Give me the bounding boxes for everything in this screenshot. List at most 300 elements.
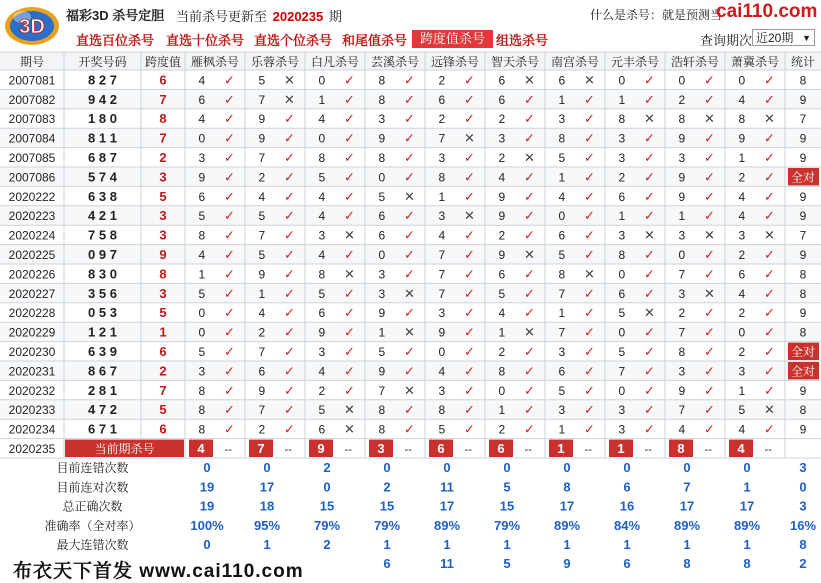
issue-cell: 2020234 — [8, 422, 56, 437]
kill-prediction: 4 — [498, 170, 506, 185]
check-icon: ✓ — [643, 188, 655, 204]
kill-prediction: 6 — [378, 228, 386, 243]
kill-prediction: 7 — [438, 131, 446, 146]
kill-prediction: 3 — [678, 151, 686, 165]
check-icon: ✓ — [703, 169, 715, 185]
check-icon: ✓ — [463, 91, 475, 107]
column-header: 远锋杀号 — [430, 55, 480, 69]
check-icon: ✓ — [643, 247, 655, 262]
column-header: 开奖号码 — [78, 55, 127, 69]
summary-value: 18 — [259, 498, 275, 514]
kill-prediction: 6 — [558, 364, 566, 379]
cross-icon: ✕ — [643, 227, 655, 243]
check-icon: ✓ — [763, 150, 775, 165]
kill-prediction: 4 — [198, 112, 206, 127]
kill-prediction: 5 — [258, 209, 266, 224]
cross-icon: ✕ — [463, 208, 475, 224]
span-value: 3 — [159, 285, 167, 301]
summary-value: 17 — [559, 498, 575, 514]
kill-prediction: 8 — [378, 92, 386, 107]
summary-label: 目前连对次数 — [56, 480, 129, 495]
kill-prediction: 2 — [498, 151, 506, 165]
summary-value: 1 — [743, 537, 751, 552]
check-icon: ✓ — [283, 208, 295, 224]
check-icon: ✓ — [223, 208, 235, 224]
summary-value: 0 — [683, 460, 691, 476]
check-icon: ✓ — [583, 324, 595, 340]
issue-cell: 2020232 — [8, 383, 56, 398]
issue-cell: 2020227 — [8, 286, 56, 301]
summary-value: 0 — [263, 460, 271, 476]
summary-value: 100% — [190, 517, 224, 533]
kill-prediction: 1 — [198, 267, 206, 282]
kill-prediction: 9 — [258, 131, 266, 146]
check-icon: ✓ — [583, 363, 595, 379]
kill-prediction: 6 — [618, 286, 626, 301]
span-value: 5 — [159, 188, 167, 204]
check-icon: ✓ — [223, 111, 235, 127]
issue-cell: 2020222 — [8, 189, 56, 204]
check-icon: ✓ — [703, 150, 715, 165]
check-icon: ✓ — [463, 169, 475, 185]
period-query-label: 查询期次 — [700, 33, 753, 48]
check-icon: ✓ — [703, 324, 715, 340]
kill-prediction: 5 — [198, 345, 206, 359]
check-icon: ✓ — [583, 344, 595, 359]
summary-value: 15 — [499, 498, 515, 514]
draw-number: 4 2 1 — [88, 208, 117, 224]
summary-value: 1 — [443, 537, 451, 552]
check-icon: ✓ — [403, 150, 415, 165]
check-icon: ✓ — [703, 91, 715, 107]
kill-prediction: 6 — [198, 189, 206, 204]
stat-value: 9 — [799, 209, 807, 224]
cross-icon: ✕ — [403, 285, 415, 301]
check-icon: ✓ — [523, 421, 535, 437]
stat-value: 7 — [799, 228, 807, 243]
summary-value: 79% — [493, 517, 521, 533]
summary-label: 准确率（全对率） — [44, 518, 141, 533]
check-icon: ✓ — [523, 285, 535, 301]
kill-prediction: 7 — [558, 286, 566, 301]
kill-prediction: 5 — [318, 170, 326, 185]
kill-prediction: 0 — [618, 73, 626, 88]
check-icon: ✓ — [223, 402, 235, 418]
kill-prediction: 2 — [498, 228, 506, 243]
span-value: 5 — [159, 305, 167, 321]
kill-prediction: 0 — [678, 248, 686, 262]
draw-number: 9 4 2 — [88, 91, 117, 107]
cross-icon: ✕ — [763, 111, 775, 127]
footer-credit — [13, 556, 304, 583]
column-header: 智天杀号 — [490, 55, 540, 69]
check-icon: ✓ — [283, 324, 295, 340]
kill-prediction: 0 — [558, 209, 566, 224]
current-kill-value: 3 — [377, 441, 385, 456]
kill-prediction: 5 — [258, 248, 266, 262]
check-icon: ✓ — [223, 130, 235, 146]
kill-prediction: 3 — [438, 209, 446, 224]
check-icon: ✓ — [763, 169, 775, 185]
kill-prediction: 7 — [618, 364, 626, 379]
kill-prediction: 3 — [678, 286, 686, 301]
cross-icon: ✕ — [403, 382, 415, 398]
kill-prediction: 7 — [438, 267, 446, 282]
all-correct-label: 全对 — [790, 345, 816, 359]
span-value: 2 — [159, 363, 167, 379]
kill-prediction: 1 — [558, 170, 566, 185]
summary-value: 9 — [563, 556, 571, 572]
check-icon: ✓ — [283, 150, 295, 165]
summary-value: 6 — [623, 556, 631, 572]
check-icon: ✓ — [643, 382, 655, 398]
check-icon: ✓ — [643, 91, 655, 107]
kill-prediction: 7 — [558, 325, 566, 340]
kill-prediction: 3 — [618, 228, 626, 243]
kill-prediction: 5 — [558, 383, 566, 398]
check-icon: ✓ — [463, 363, 475, 379]
kill-prediction: 1 — [558, 306, 566, 321]
pending-dash: -- — [464, 444, 472, 456]
kill-prediction: 5 — [558, 248, 566, 262]
column-header: 南宫杀号 — [550, 55, 600, 69]
check-icon: ✓ — [223, 344, 235, 359]
header — [0, 0, 821, 52]
check-icon: ✓ — [703, 363, 715, 379]
draw-number: 8 3 0 — [88, 266, 117, 282]
check-icon: ✓ — [343, 188, 355, 204]
kill-prediction: 4 — [258, 189, 266, 204]
footer-url[interactable]: www.cai110.com — [139, 561, 304, 582]
kill-prediction: 3 — [558, 345, 566, 359]
check-icon: ✓ — [763, 72, 775, 88]
kill-prediction: 8 — [738, 112, 746, 127]
cross-icon: ✕ — [343, 402, 355, 418]
pending-dash: -- — [584, 444, 592, 456]
cross-icon: ✕ — [343, 266, 355, 282]
check-icon: ✓ — [523, 402, 535, 418]
check-icon: ✓ — [223, 305, 235, 321]
nav-hundreds[interactable]: 直选百位杀号 — [76, 33, 155, 48]
check-icon: ✓ — [343, 363, 355, 379]
summary-value: 0 — [743, 460, 751, 476]
check-icon: ✓ — [403, 344, 415, 359]
summary-value: 8 — [563, 479, 571, 495]
check-icon: ✓ — [463, 266, 475, 282]
kill-prediction: 7 — [438, 248, 446, 262]
current-kill-value: 4 — [737, 441, 745, 456]
check-icon: ✓ — [523, 266, 535, 282]
kill-prediction: 5 — [258, 73, 266, 88]
period-select[interactable] — [752, 29, 815, 46]
check-icon: ✓ — [643, 324, 655, 340]
summary-value: 2 — [323, 537, 331, 552]
kill-prediction: 2 — [618, 170, 626, 185]
kill-prediction: 6 — [738, 267, 746, 282]
check-icon: ✓ — [523, 382, 535, 398]
summary-value: 15 — [319, 498, 335, 514]
kill-prediction: 4 — [198, 73, 206, 88]
issue-cell: 2007084 — [8, 131, 56, 146]
kill-prediction: 5 — [618, 345, 626, 359]
span-value: 6 — [159, 421, 167, 437]
kill-prediction: 4 — [258, 306, 266, 321]
kill-prediction: 3 — [198, 151, 206, 165]
stat-value: 7 — [799, 112, 807, 127]
summary-value: 1 — [563, 537, 571, 552]
issue-cell: 2007086 — [8, 170, 56, 185]
check-icon: ✓ — [763, 130, 775, 146]
check-icon: ✓ — [283, 285, 295, 301]
draw-number: 6 7 1 — [88, 421, 117, 437]
all-correct-label: 全对 — [790, 170, 816, 185]
kill-prediction: 8 — [678, 345, 686, 359]
kill-prediction: 3 — [558, 403, 566, 418]
kill-prediction: 1 — [738, 383, 746, 398]
check-icon: ✓ — [643, 150, 655, 165]
summary-label: 总正确次数 — [62, 499, 123, 514]
cross-icon: ✕ — [343, 421, 355, 437]
check-icon: ✓ — [343, 208, 355, 224]
kill-prediction: 6 — [258, 364, 266, 379]
summary-value: 79% — [313, 517, 341, 533]
summary-stat: 3 — [799, 460, 807, 476]
kill-prediction: 8 — [318, 267, 326, 282]
check-icon: ✓ — [403, 363, 415, 379]
kill-prediction: 0 — [198, 306, 206, 321]
check-icon: ✓ — [703, 344, 715, 359]
check-icon: ✓ — [283, 382, 295, 398]
current-kill-label: 当前期杀号 — [94, 442, 155, 456]
help-text[interactable]: 什么是杀号：就是预测当 — [590, 8, 723, 22]
check-icon: ✓ — [643, 72, 655, 88]
check-icon: ✓ — [403, 91, 415, 107]
cross-icon: ✕ — [583, 266, 595, 282]
cross-icon: ✕ — [283, 91, 295, 107]
draw-number: 6 8 7 — [88, 150, 117, 165]
check-icon: ✓ — [223, 421, 235, 437]
kill-prediction: 3 — [678, 364, 686, 379]
kill-prediction: 7 — [258, 92, 266, 107]
kill-prediction: 6 — [498, 73, 506, 88]
kill-prediction: 7 — [258, 403, 266, 418]
stat-value: 9 — [799, 151, 807, 165]
kill-prediction: 3 — [618, 131, 626, 146]
kill-prediction: 2 — [738, 248, 746, 262]
kill-prediction: 9 — [678, 383, 686, 398]
kill-prediction: 1 — [318, 92, 326, 107]
column-header: 统计 — [790, 55, 816, 69]
nav-group[interactable]: 组选杀号 — [496, 33, 549, 48]
kill-prediction: 3 — [438, 306, 446, 321]
check-icon: ✓ — [523, 208, 535, 224]
span-value: 6 — [159, 72, 167, 88]
stat-value: 8 — [799, 325, 807, 340]
stat-value: 9 — [799, 383, 807, 398]
issue-prefix: 当前杀号更新至 — [176, 9, 268, 24]
summary-value: 15 — [379, 498, 395, 514]
kill-prediction: 0 — [498, 383, 506, 398]
summary-value: 1 — [623, 537, 631, 552]
span-value: 3 — [159, 208, 167, 224]
kill-prediction: 6 — [318, 306, 326, 321]
check-icon: ✓ — [463, 285, 475, 301]
cross-icon: ✕ — [703, 285, 715, 301]
kill-prediction: 5 — [558, 151, 566, 165]
kill-prediction: 5 — [318, 286, 326, 301]
kill-prediction: 3 — [378, 267, 386, 282]
stat-value: 9 — [799, 248, 807, 262]
summary-value: 19 — [199, 479, 215, 495]
check-icon: ✓ — [583, 227, 595, 243]
kill-prediction: 6 — [498, 92, 506, 107]
cross-icon: ✕ — [703, 227, 715, 243]
kill-prediction: 2 — [258, 422, 266, 437]
issue-cell: 2007082 — [8, 92, 56, 107]
check-icon: ✓ — [583, 150, 595, 165]
kill-prediction: 7 — [258, 151, 266, 165]
issue-cell: 2020225 — [8, 248, 56, 262]
check-icon: ✓ — [523, 130, 535, 146]
pending-dash: -- — [644, 444, 652, 456]
cross-icon: ✕ — [643, 111, 655, 127]
kill-prediction: 4 — [738, 92, 746, 107]
nav-units[interactable]: 直选个位杀号 — [254, 33, 333, 48]
kill-prediction: 6 — [438, 92, 446, 107]
kill-prediction: 0 — [618, 325, 626, 340]
check-icon: ✓ — [763, 363, 775, 379]
pending-dash: -- — [404, 444, 412, 456]
chevron-down-icon: ▼ — [802, 33, 811, 43]
summary-value: 8 — [743, 556, 751, 572]
kill-prediction: 4 — [558, 189, 566, 204]
check-icon: ✓ — [403, 227, 415, 243]
kill-prediction: 5 — [198, 286, 206, 301]
check-icon: ✓ — [583, 208, 595, 224]
check-icon: ✓ — [223, 247, 235, 262]
stat-value: 9 — [799, 306, 807, 321]
kill-prediction: 9 — [258, 112, 266, 127]
kill-prediction: 8 — [198, 422, 206, 437]
nav-tens[interactable]: 直选十位杀号 — [166, 33, 245, 48]
summary-value: 5 — [503, 479, 511, 495]
check-icon: ✓ — [763, 247, 775, 262]
check-icon: ✓ — [283, 169, 295, 185]
kill-prediction: 2 — [258, 170, 266, 185]
current-kill-value: 8 — [677, 441, 685, 456]
check-icon: ✓ — [223, 150, 235, 165]
check-icon: ✓ — [283, 188, 295, 204]
span-value: 7 — [159, 91, 167, 107]
nav-span[interactable]: 跨度值杀号 — [412, 30, 493, 48]
kill-prediction: 3 — [738, 364, 746, 379]
stat-value: 8 — [799, 267, 807, 282]
draw-number: 3 5 6 — [88, 285, 117, 301]
summary-value: 89% — [673, 517, 701, 533]
kill-prediction: 9 — [378, 131, 386, 146]
check-icon: ✓ — [343, 382, 355, 398]
summary-value: 89% — [433, 517, 461, 533]
update-issue — [176, 6, 342, 25]
current-kill-value: 4 — [197, 441, 205, 456]
kill-prediction: 5 — [378, 345, 386, 359]
footer-prefix: 布衣天下首发 — [13, 561, 134, 582]
kill-prediction: 4 — [738, 422, 746, 437]
check-icon: ✓ — [523, 227, 535, 243]
cross-icon: ✕ — [523, 72, 535, 88]
check-icon: ✓ — [343, 72, 355, 88]
kill-prediction: 1 — [378, 325, 386, 340]
kill-prediction: 9 — [258, 267, 266, 282]
kill-prediction: 3 — [738, 228, 746, 243]
kill-prediction: 4 — [318, 112, 326, 127]
current-issue: 2020235 — [8, 442, 56, 456]
check-icon: ✓ — [643, 363, 655, 379]
cross-icon: ✕ — [583, 72, 595, 88]
kill-prediction: 8 — [558, 267, 566, 282]
site-brand[interactable]: cai110.com — [716, 1, 818, 22]
draw-number: 0 5 3 — [88, 305, 117, 321]
kill-prediction: 8 — [438, 403, 446, 418]
check-icon: ✓ — [463, 247, 475, 262]
check-icon: ✓ — [583, 111, 595, 127]
issue-cell: 2020224 — [8, 228, 56, 243]
cross-icon: ✕ — [643, 305, 655, 321]
check-icon: ✓ — [643, 421, 655, 437]
check-icon: ✓ — [583, 421, 595, 437]
cross-icon: ✕ — [763, 227, 775, 243]
issue-number: 2020235 — [272, 9, 324, 24]
stat-value: 9 — [799, 131, 807, 146]
kill-prediction: 2 — [678, 92, 686, 107]
kill-prediction: 1 — [678, 209, 686, 224]
kill-prediction: 8 — [198, 228, 206, 243]
check-icon: ✓ — [583, 169, 595, 185]
kill-prediction: 5 — [438, 422, 446, 437]
kill-prediction: 4 — [678, 422, 686, 437]
check-icon: ✓ — [583, 285, 595, 301]
pending-dash: -- — [224, 444, 232, 456]
nav-sum-tail[interactable]: 和尾值杀号 — [342, 33, 408, 48]
check-icon: ✓ — [763, 208, 775, 224]
kill-prediction: 4 — [318, 209, 326, 224]
stat-value: 8 — [799, 286, 807, 301]
check-icon: ✓ — [463, 324, 475, 340]
kill-prediction: 8 — [618, 248, 626, 262]
summary-value: 95% — [253, 517, 281, 533]
kill-prediction: 0 — [738, 73, 746, 88]
check-icon: ✓ — [643, 344, 655, 359]
span-value: 6 — [159, 344, 167, 359]
column-header: 雁枫杀号 — [190, 55, 240, 69]
summary-stat: 0 — [799, 479, 807, 495]
summary-value: 11 — [440, 556, 454, 572]
kill-prediction: 9 — [378, 364, 386, 379]
span-value: 3 — [159, 227, 167, 243]
current-kill-value: 9 — [317, 441, 325, 456]
check-icon: ✓ — [223, 169, 235, 185]
issue-cell: 2007085 — [8, 151, 56, 165]
cross-icon: ✕ — [403, 324, 415, 340]
check-icon: ✓ — [583, 247, 595, 262]
kill-prediction: 0 — [318, 131, 326, 146]
check-icon: ✓ — [463, 382, 475, 398]
summary-value: 8 — [683, 556, 691, 572]
check-icon: ✓ — [703, 382, 715, 398]
cross-icon: ✕ — [343, 227, 355, 243]
check-icon: ✓ — [703, 402, 715, 418]
kill-prediction: 3 — [378, 112, 386, 127]
